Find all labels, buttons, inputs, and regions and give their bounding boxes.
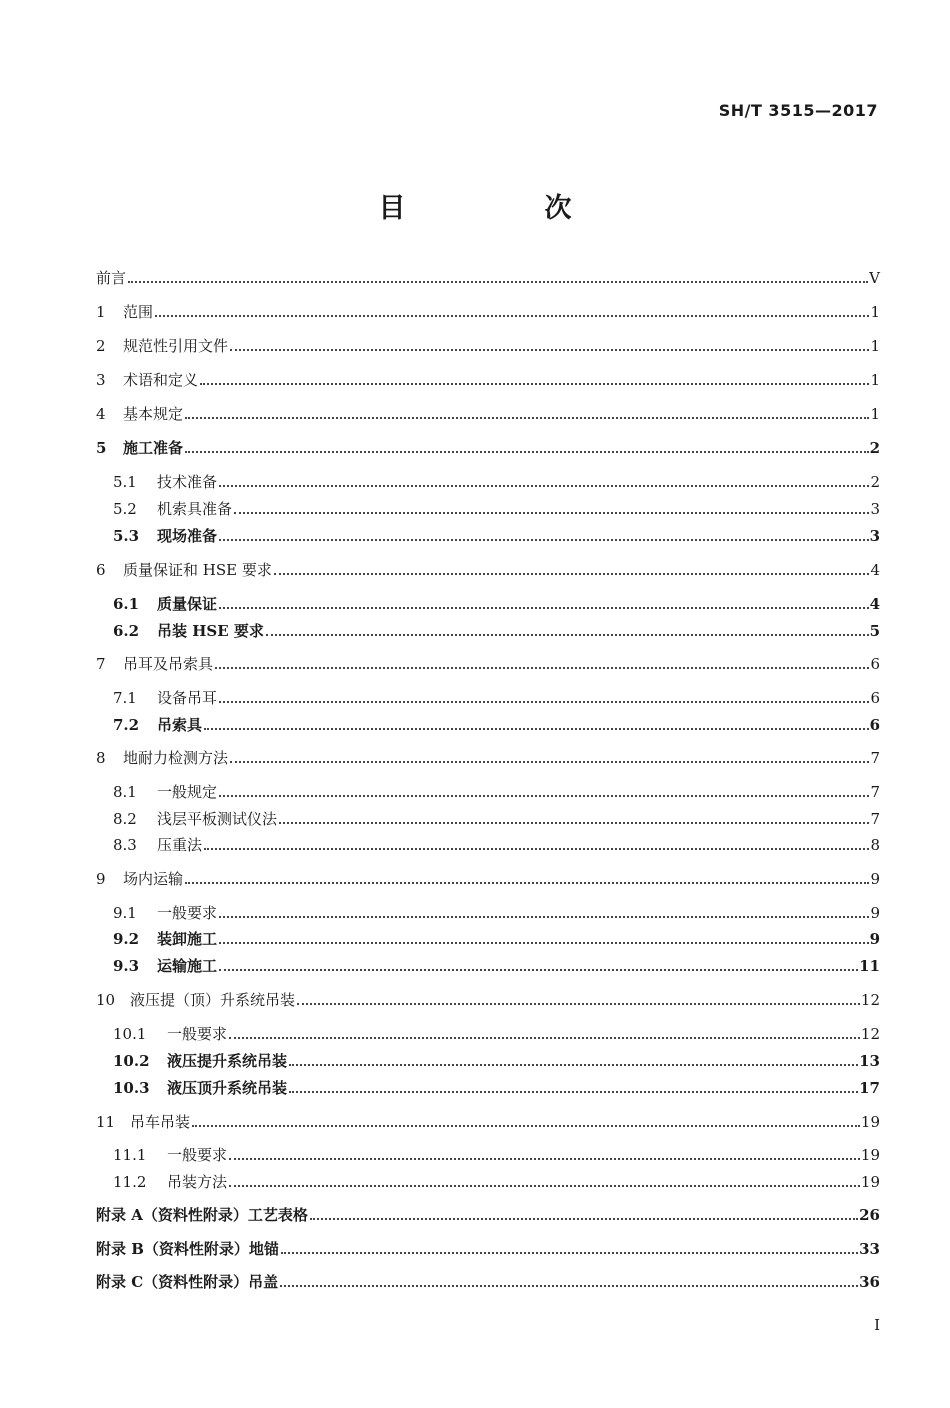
toc-entry[interactable] (113, 805, 880, 829)
toc-leader-dots (200, 382, 869, 385)
toc-leader-dots (185, 881, 869, 884)
toc-entry[interactable] (113, 522, 880, 546)
toc-entry-page: 33 (859, 1240, 880, 1258)
toc-entry-label: 质量保证和 HSE 要求 (123, 561, 272, 579)
toc-leader-dots (219, 484, 869, 487)
toc-entry-page: 3 (870, 500, 880, 518)
toc-entry-label: 吊索具 (157, 716, 203, 734)
toc-entry-page: 1 (870, 303, 880, 321)
toc-entry-label: 一般要求 (167, 1146, 228, 1164)
toc-entry-page: 7 (870, 810, 880, 828)
toc-leader-dots (281, 1251, 858, 1254)
toc-entry-number: 7.2 (113, 716, 140, 734)
toc-entry-label: 附录 B（资料性附录）地锚 (96, 1240, 279, 1258)
toc-entry[interactable] (113, 778, 880, 802)
toc-entry-page: 8 (870, 836, 880, 854)
toc-entry-label: 现场准备 (157, 527, 218, 545)
toc-leader-dots (234, 511, 869, 514)
toc-entry[interactable] (96, 865, 880, 889)
toc-entry-page: 12 (860, 991, 880, 1009)
toc-entry-number: 11 (96, 1113, 116, 1131)
toc-entry-page: 6 (870, 655, 880, 673)
toc-leader-dots (266, 633, 869, 636)
toc-entry-page: V (869, 269, 880, 287)
toc-entry[interactable] (113, 1141, 880, 1165)
toc-leader-dots (229, 1157, 860, 1160)
toc-entry-page: 19 (860, 1173, 880, 1191)
toc-entry-number: 10.3 (113, 1079, 150, 1097)
toc-entry-page: 36 (859, 1273, 880, 1291)
toc-entry-label: 一般规定 (157, 783, 218, 801)
toc-entry-label: 吊车吊装 (130, 1113, 191, 1131)
toc-entry-number: 6.1 (113, 595, 140, 613)
toc-entry-page: 3 (869, 527, 880, 545)
toc-entry[interactable] (113, 831, 880, 855)
toc-entry-number: 7.1 (113, 689, 137, 707)
toc-leader-dots (279, 821, 869, 824)
toc-leader-dots (204, 847, 869, 850)
toc-entry-label: 一般要求 (157, 904, 218, 922)
toc-entry-page: 6 (869, 716, 880, 734)
toc-entry-page: 11 (859, 957, 880, 975)
toc-leader-dots (289, 1090, 858, 1093)
toc-entry-number: 5.3 (113, 527, 140, 545)
toc-leader-dots (219, 700, 869, 703)
toc-entry[interactable] (113, 899, 880, 923)
toc-leader-dots (155, 314, 869, 317)
toc-leader-dots (230, 760, 869, 763)
toc-leader-dots (229, 1184, 860, 1187)
toc-entry-page: 2 (870, 473, 880, 491)
toc-leader-dots (289, 1063, 858, 1066)
toc-entry-page: 9 (870, 904, 880, 922)
toc-entry-number: 9.3 (113, 957, 140, 975)
toc-entry-page: 6 (870, 689, 880, 707)
toc-entry-label: 附录 A（资料性附录）工艺表格 (96, 1206, 308, 1224)
toc-entry[interactable] (113, 617, 880, 641)
toc-leader-dots (230, 348, 869, 351)
toc-leader-dots (297, 1002, 860, 1005)
toc-entry[interactable] (96, 1201, 880, 1225)
toc-entry-number: 2 (96, 337, 106, 355)
toc-entry-number: 3 (96, 371, 106, 389)
toc-leader-dots (192, 1124, 860, 1127)
toc-entry-label: 运输施工 (157, 957, 218, 975)
toc-entry-page: 9 (870, 870, 880, 888)
toc-entry-page: 1 (870, 405, 880, 423)
toc-entry[interactable] (96, 400, 880, 424)
toc-entry-page: 12 (860, 1025, 880, 1043)
toc-entry-label: 基本规定 (123, 405, 184, 423)
toc-entry-number: 6 (96, 561, 106, 579)
toc-entry[interactable] (96, 650, 880, 674)
toc-entry-number: 4 (96, 405, 106, 423)
toc-entry[interactable] (113, 952, 880, 976)
toc-entry-label: 技术准备 (157, 473, 218, 491)
toc-entry[interactable] (96, 556, 880, 580)
toc-entry-page: 7 (870, 783, 880, 801)
toc-leader-dots (219, 538, 869, 541)
toc-entry[interactable] (113, 1168, 880, 1192)
toc-entry-number: 8.1 (113, 783, 137, 801)
toc-entry[interactable] (96, 1108, 880, 1132)
toc-entry[interactable] (113, 1047, 880, 1071)
toc-leader-dots (229, 1036, 860, 1039)
toc-entry-number: 9.1 (113, 904, 137, 922)
document-code: SH/T 3515—2017 (718, 101, 878, 120)
toc-leader-dots (185, 450, 869, 453)
toc-entry-label: 施工准备 (123, 439, 184, 457)
toc-entry-number: 10 (96, 991, 116, 1009)
toc-entry-label: 液压顶升系统吊装 (167, 1079, 288, 1097)
toc-entry-label: 吊装方法 (167, 1173, 228, 1191)
toc-entry-number: 7 (96, 655, 106, 673)
toc-entry[interactable] (113, 1020, 880, 1044)
toc-entry-label: 吊装 HSE 要求 (157, 622, 264, 640)
toc-entry-number: 11.2 (113, 1173, 147, 1191)
toc-entry[interactable] (113, 468, 880, 492)
toc-entry-page: 9 (869, 930, 880, 948)
toc-entry-label: 前言 (96, 269, 127, 287)
toc-entry-number: 1 (96, 303, 106, 321)
toc-entry-label: 浅层平板测试仪法 (157, 810, 278, 828)
toc-entry[interactable] (96, 1235, 880, 1259)
toc-leader-dots (219, 606, 869, 609)
toc-entry-page: 17 (859, 1079, 880, 1097)
toc-entry-number: 8.2 (113, 810, 137, 828)
toc-entry[interactable] (113, 925, 880, 949)
toc-entry-number: 10.1 (113, 1025, 147, 1043)
toc-leader-dots (219, 941, 869, 944)
toc-entry[interactable] (96, 332, 880, 356)
toc-entry-label: 场内运输 (123, 870, 184, 888)
toc-entry-page: 4 (869, 595, 880, 613)
toc-leader-dots (310, 1217, 858, 1220)
toc-entry-page: 1 (870, 337, 880, 355)
toc-entry-number: 9.2 (113, 930, 140, 948)
toc-entry-page: 26 (859, 1206, 880, 1224)
toc-entry-page: 5 (869, 622, 880, 640)
toc-entry-number: 8 (96, 749, 106, 767)
toc-leader-dots (280, 1284, 858, 1287)
toc-entry-label: 地耐力检测方法 (123, 749, 229, 767)
toc-entry-page: 7 (870, 749, 880, 767)
toc-entry[interactable] (113, 711, 880, 735)
toc-leader-dots (274, 572, 870, 575)
toc-entry-label: 液压提（顶）升系统吊装 (130, 991, 296, 1009)
toc-entry-number: 5.2 (113, 500, 137, 518)
toc-entry-label: 设备吊耳 (157, 689, 218, 707)
toc-leader-dots (185, 416, 869, 419)
toc-entry[interactable] (96, 744, 880, 768)
toc-entry[interactable] (113, 1074, 880, 1098)
toc-entry-number: 10.2 (113, 1052, 150, 1070)
toc-entry-number: 5 (96, 439, 107, 457)
toc-entry[interactable] (96, 366, 880, 390)
toc-entry-page: 2 (869, 439, 880, 457)
toc-entry-label: 液压提升系统吊装 (167, 1052, 288, 1070)
toc-leader-dots (204, 727, 869, 730)
toc-entry-page: 19 (860, 1146, 880, 1164)
toc-entry[interactable] (96, 434, 880, 458)
toc-entry[interactable] (96, 986, 880, 1010)
toc-entry-page: 1 (870, 371, 880, 389)
toc-entry-label: 范围 (123, 303, 154, 321)
toc-entry[interactable] (96, 1268, 880, 1292)
toc-entry-label: 规范性引用文件 (123, 337, 229, 355)
toc-entry-page: 4 (870, 561, 880, 579)
toc-entry-label: 吊耳及吊索具 (123, 655, 214, 673)
toc-entry-number: 8.3 (113, 836, 137, 854)
toc-entry-label: 质量保证 (157, 595, 218, 613)
toc-leader-dots (219, 794, 869, 797)
toc-entry-label: 装卸施工 (157, 930, 218, 948)
toc-entry-number: 6.2 (113, 622, 140, 640)
toc-entry-page: 19 (860, 1113, 880, 1131)
toc-leader-dots (219, 915, 869, 918)
toc-entry-number: 9 (96, 870, 106, 888)
toc-entry-page: 13 (859, 1052, 880, 1070)
toc-leader-dots (215, 666, 869, 669)
toc-entry[interactable] (96, 298, 880, 322)
toc-leader-dots (219, 968, 858, 971)
toc-entry[interactable] (113, 684, 880, 708)
page-title: 目 次 (378, 193, 628, 224)
toc-entry[interactable] (113, 590, 880, 614)
toc-entry-label: 一般要求 (167, 1025, 228, 1043)
toc-entry-label: 压重法 (157, 836, 203, 854)
toc-leader-dots (128, 280, 868, 283)
toc-entry-label: 术语和定义 (123, 371, 199, 389)
toc-entry[interactable] (96, 264, 880, 288)
toc-entry[interactable] (113, 495, 880, 519)
toc-entry-number: 5.1 (113, 473, 137, 491)
toc-entry-label: 机索具准备 (157, 500, 233, 518)
toc-entry-label: 附录 C（资料性附录）吊盖 (96, 1273, 279, 1291)
toc-entry-number: 11.1 (113, 1146, 147, 1164)
page-number: I (874, 1316, 880, 1334)
